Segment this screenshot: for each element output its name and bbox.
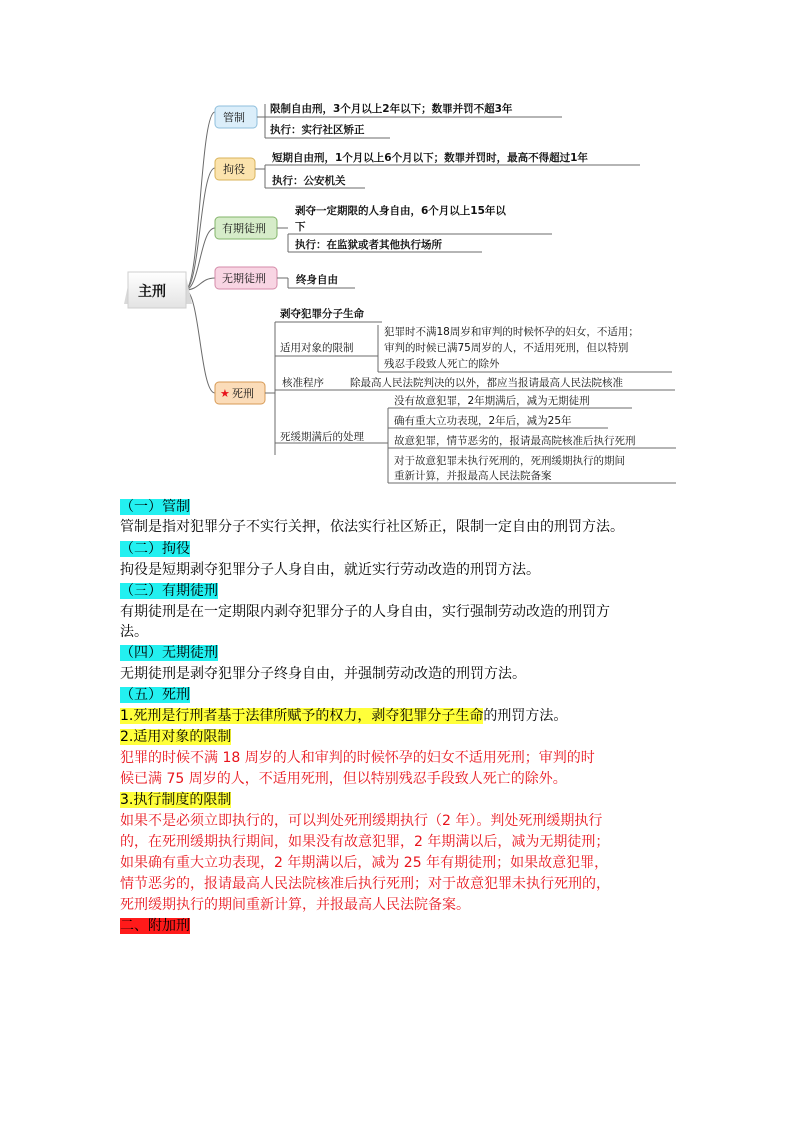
section-4-body: 无期徒刑是剥夺犯罪分子终身自由，并强制劳动改造的刑罚方法。 (120, 666, 526, 682)
root-connectors (185, 112, 215, 393)
branch-wuqi-label: 无期徒刑 (222, 272, 266, 285)
section-5-point-1-rest: 的刑罚方法。 (483, 708, 568, 724)
sixing-review: 核准程序 (282, 377, 324, 389)
youqi-item-1b: 下 (295, 221, 306, 233)
mind-map (0, 0, 800, 500)
section-5-point-3-body-5: 死刑缓期执行的期间重新计算，并报最高人民法院备案。 (120, 897, 470, 913)
star-icon: ★ (220, 387, 230, 400)
youqi-item-1: 剥夺一定期限的人身自由，6个月以上15年以 (295, 205, 506, 217)
branch-sixing (215, 307, 676, 483)
section-5-point-3-body-3: 如果确有重大立功表现，2 年期满以后，减为 25 年有期徒刑；如果故意犯罪， (120, 855, 609, 871)
branch-youqi-label: 有期徒刑 (222, 222, 266, 235)
section-6-heading: 二、附加刑 (120, 918, 190, 934)
guanzhi-item-2: 执行：实行社区矫正 (270, 124, 365, 136)
guanzhi-item-1: 限制自由刑，3个月以上2年以下；数罪并罚不超3年 (270, 103, 513, 115)
section-4-heading: （四）无期徒刑 (120, 645, 218, 661)
section-5-point-3-body-4: 情节恶劣的，报请最高人民法院核准后执行死刑；对于故意犯罪未执行死刑的， (120, 876, 610, 892)
sixing-deprive: 剥夺犯罪分子生命 (280, 308, 364, 320)
section-2-body: 拘役是短期剥夺犯罪分子人身自由，就近实行劳动改造的刑罚方法。 (120, 562, 540, 578)
section-5-heading: （五）死刑 (120, 687, 190, 703)
section-5-point-2-heading: 2.适用对象的限制 (120, 729, 232, 745)
section-3-heading: （三）有期徒刑 (120, 583, 218, 599)
branch-guanzhi-label: 管制 (223, 111, 245, 124)
root-label: 主刑 (138, 284, 166, 300)
section-5-point-3-body-1: 如果不是必须立即执行的，可以判处死刑缓期执行（2 年）。判处死刑缓期执行 (120, 813, 603, 829)
section-1-heading: （一）管制 (120, 499, 190, 515)
juyi-item-2: 执行：公安机关 (272, 175, 346, 187)
branch-juyi (215, 151, 640, 188)
section-5-point-2-body-1: 犯罪的时候不满 18 周岁的人和审判的时候怀孕的妇女不适用死刑；审判的时 (120, 750, 595, 766)
wuqi-item-1: 终身自由 (296, 274, 338, 286)
branch-guanzhi (215, 102, 562, 138)
branch-wuqi (215, 267, 355, 289)
youqi-item-2: 执行：在监狱或者其他执行场所 (295, 239, 442, 251)
section-5-point-1-highlight: 1.死刑是行刑者基于法律所赋予的权力，剥夺犯罪分子生命 (120, 708, 484, 724)
root-node (124, 272, 192, 308)
section-3-body-2: 法。 (120, 624, 148, 640)
reprieve-item-1: 没有故意犯罪，2年期满后，减为无期徒刑 (394, 395, 590, 407)
section-5-point-3-heading: 3.执行制度的限制 (120, 792, 232, 808)
sixing-reprieve: 死缓期满后的处理 (280, 431, 364, 443)
target-detail-2: 审判的时候已满75周岁的人，不适用死刑，但以特别 (384, 342, 629, 354)
sixing-target: 适用对象的限制 (280, 342, 354, 354)
reprieve-item-2: 确有重大立功表现，2年后，减为25年 (394, 415, 572, 427)
juyi-item-1: 短期自由刑，1个月以上6个月以下；数罪并罚时，最高不得超过1年 (272, 152, 588, 164)
section-5-point-3-body-2: 的，在死刑缓期执行期间，如果没有故意犯罪，2 年期满以后，减为无期徒刑； (120, 834, 610, 850)
branch-juyi-label: 拘役 (223, 163, 245, 176)
section-1-body: 管制是指对犯罪分子不实行关押，依法实行社区矫正，限制一定自由的刑罚方法。 (120, 519, 624, 535)
target-detail-1: 犯罪时不满18周岁和审判的时候怀孕的妇女，不适用； (384, 326, 639, 338)
target-detail-3: 残忍手段致人死亡的除外 (384, 358, 500, 370)
reprieve-item-3: 故意犯罪，情节恶劣的，报请最高院核准后执行死刑 (394, 435, 636, 447)
reprieve-item-5: 重新计算，并报最高人民法院备案 (394, 470, 552, 482)
review-detail: 除最高人民法院判决的以外，都应当报请最高人民法院核准 (350, 377, 623, 389)
branch-youqi (215, 204, 552, 252)
branch-sixing-label: 死刑 (232, 387, 254, 400)
section-5-point-1 (120, 706, 567, 726)
section-3-body-1: 有期徒刑是在一定期限内剥夺犯罪分子的人身自由，实行强制劳动改造的刑罚方 (120, 604, 610, 620)
reprieve-item-4: 对于故意犯罪未执行死刑的，死刑缓期执行的期间 (394, 455, 625, 467)
section-5-point-2-body-2: 候已满 75 周岁的人，不适用死刑，但以特别残忍手段致人死亡的除外。 (120, 771, 567, 787)
section-2-heading: （二）拘役 (120, 541, 190, 557)
